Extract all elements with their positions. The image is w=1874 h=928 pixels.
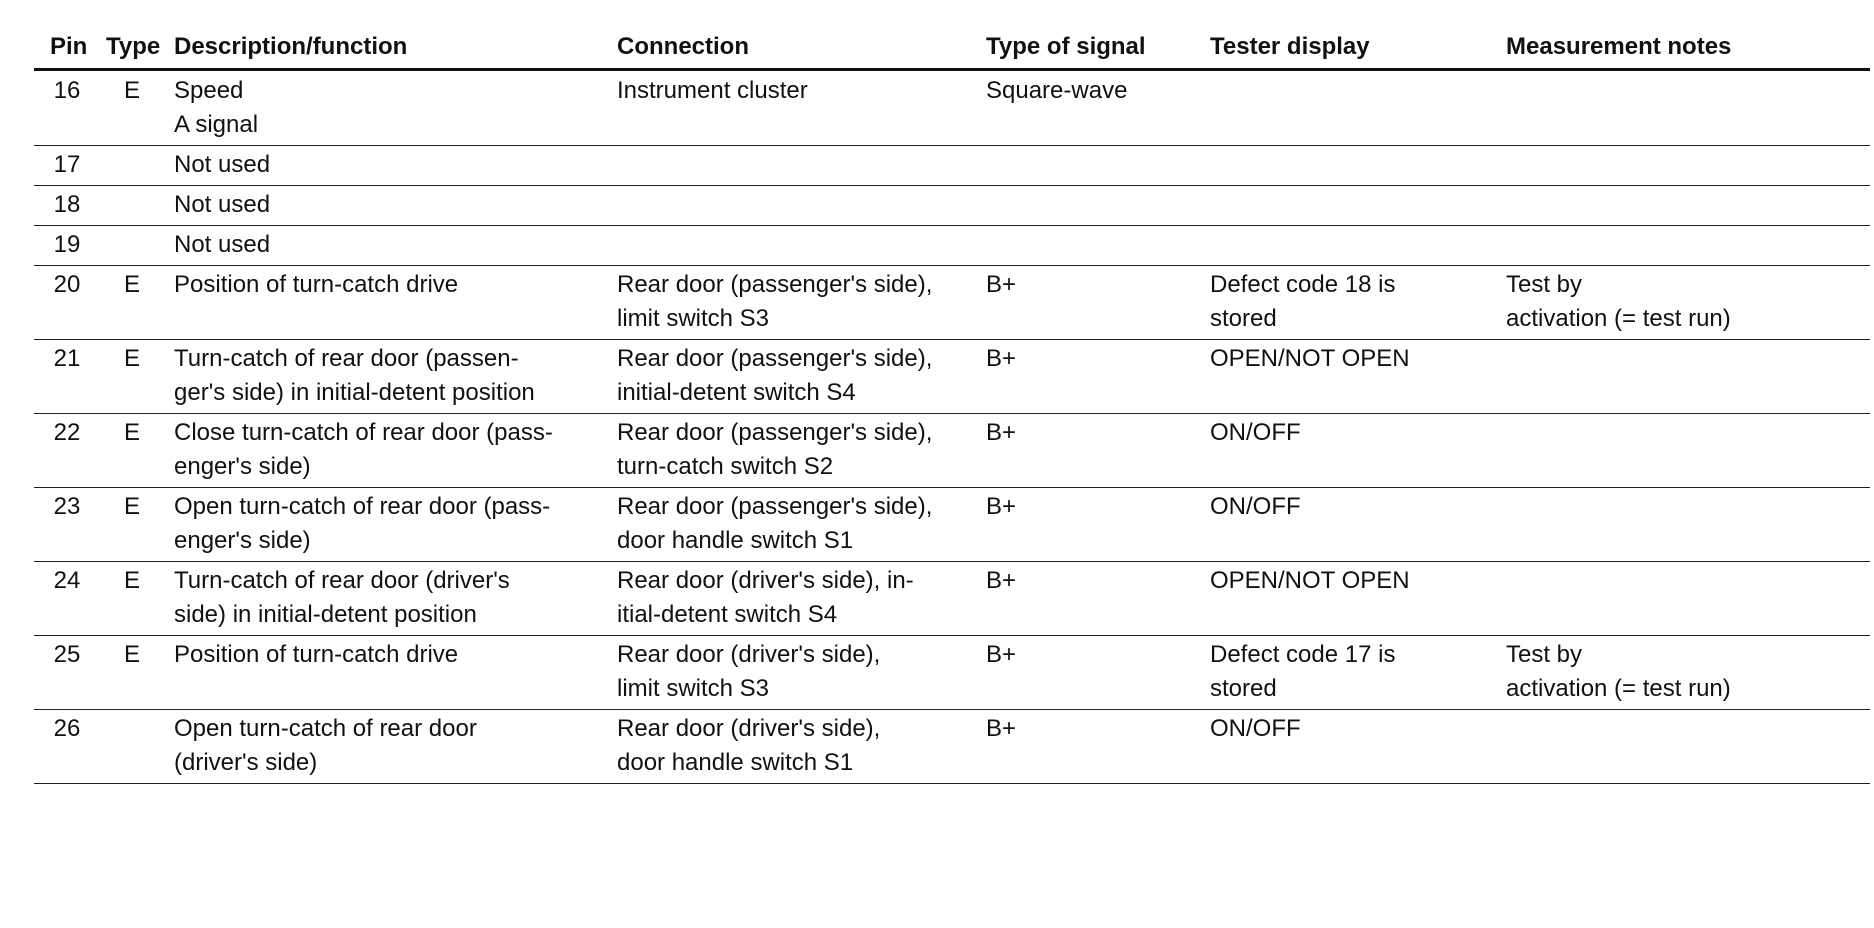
tester-cell: OPEN/NOT OPEN [1206,562,1502,636]
connection-cell: Rear door (passenger's side), limit switch S3 [613,266,982,340]
connection-cell [613,146,982,186]
notes-cell [1502,488,1870,562]
signal-cell: B+ [982,414,1206,488]
table-row [34,146,1870,186]
header-row [34,26,1870,70]
notes-cell: Test by activation (= test run) [1502,636,1870,710]
type-cell [104,186,170,226]
signal-cell: B+ [982,340,1206,414]
type-cell [104,146,170,186]
tester-cell [1206,226,1502,266]
tester-cell: ON/OFF [1206,414,1502,488]
connection-cell: Rear door (passenger's side), turn-catch switch S2 [613,414,982,488]
header-connection: Connection [613,26,982,70]
pin-cell: 21 [34,340,104,414]
description-cell: Position of turn-catch drive [170,266,613,340]
notes-cell [1502,70,1870,146]
signal-cell [982,186,1206,226]
table-row [34,710,1870,784]
table-row [34,340,1870,414]
table-row [34,562,1870,636]
table-row [34,636,1870,710]
tester-cell: OPEN/NOT OPEN [1206,340,1502,414]
type-cell: E [104,340,170,414]
pin-cell: 17 [34,146,104,186]
pin-assignment-table [34,26,1870,784]
notes-cell [1502,226,1870,266]
type-cell [104,710,170,784]
header-measurement-notes: Measurement notes [1502,26,1870,70]
signal-cell: B+ [982,266,1206,340]
signal-cell: Square-wave [982,70,1206,146]
tester-cell [1206,186,1502,226]
signal-cell: B+ [982,488,1206,562]
type-cell: E [104,414,170,488]
table-row [34,414,1870,488]
pin-cell: 20 [34,266,104,340]
type-cell: E [104,636,170,710]
tester-cell [1206,146,1502,186]
type-cell [104,226,170,266]
description-cell: Open turn-catch of rear door (driver's side) [170,710,613,784]
pin-cell: 24 [34,562,104,636]
connection-cell: Instrument cluster [613,70,982,146]
header-pin: Pin [34,26,104,70]
description-cell: Turn-catch of rear door (driver's side) in initial-detent position [170,562,613,636]
tester-cell: ON/OFF [1206,488,1502,562]
pin-assignment-sheet [34,26,1870,784]
connection-cell: Rear door (passenger's side), initial-detent switch S4 [613,340,982,414]
connection-cell: Rear door (passenger's side), door handle switch S1 [613,488,982,562]
description-cell: Position of turn-catch drive [170,636,613,710]
signal-cell: B+ [982,710,1206,784]
connection-cell: Rear door (driver's side), door handle switch S1 [613,710,982,784]
notes-cell [1502,562,1870,636]
header-description: Description/function [170,26,613,70]
table-row [34,488,1870,562]
signal-cell [982,146,1206,186]
signal-cell [982,226,1206,266]
pin-cell: 16 [34,70,104,146]
notes-cell [1502,340,1870,414]
type-cell: E [104,70,170,146]
signal-cell: B+ [982,562,1206,636]
description-cell: Turn-catch of rear door (passen- ger's side) in initial-detent position [170,340,613,414]
table-row [34,226,1870,266]
tester-cell: ON/OFF [1206,710,1502,784]
description-cell: Speed A signal [170,70,613,146]
notes-cell [1502,186,1870,226]
type-cell: E [104,562,170,636]
notes-cell [1502,710,1870,784]
table-row [34,266,1870,340]
header-type: Type [104,26,170,70]
notes-cell: Test by activation (= test run) [1502,266,1870,340]
tester-cell [1206,70,1502,146]
connection-cell [613,226,982,266]
connection-cell [613,186,982,226]
table-header [34,26,1870,70]
description-cell: Close turn-catch of rear door (pass- enger's side) [170,414,613,488]
header-tester-display: Tester display [1206,26,1502,70]
pin-cell: 26 [34,710,104,784]
pin-cell: 22 [34,414,104,488]
pin-cell: 25 [34,636,104,710]
pin-cell: 23 [34,488,104,562]
type-cell: E [104,266,170,340]
header-signal-type: Type of signal [982,26,1206,70]
signal-cell: B+ [982,636,1206,710]
tester-cell: Defect code 17 is stored [1206,636,1502,710]
description-cell: Open turn-catch of rear door (pass- enger's side) [170,488,613,562]
pin-cell: 18 [34,186,104,226]
table-row [34,70,1870,146]
tester-cell: Defect code 18 is stored [1206,266,1502,340]
notes-cell [1502,414,1870,488]
notes-cell [1502,146,1870,186]
connection-cell: Rear door (driver's side), in- itial-detent switch S4 [613,562,982,636]
table-body [34,70,1870,784]
type-cell: E [104,488,170,562]
description-cell: Not used [170,226,613,266]
description-cell: Not used [170,146,613,186]
pin-cell: 19 [34,226,104,266]
connection-cell: Rear door (driver's side), limit switch S3 [613,636,982,710]
description-cell: Not used [170,186,613,226]
table-row [34,186,1870,226]
